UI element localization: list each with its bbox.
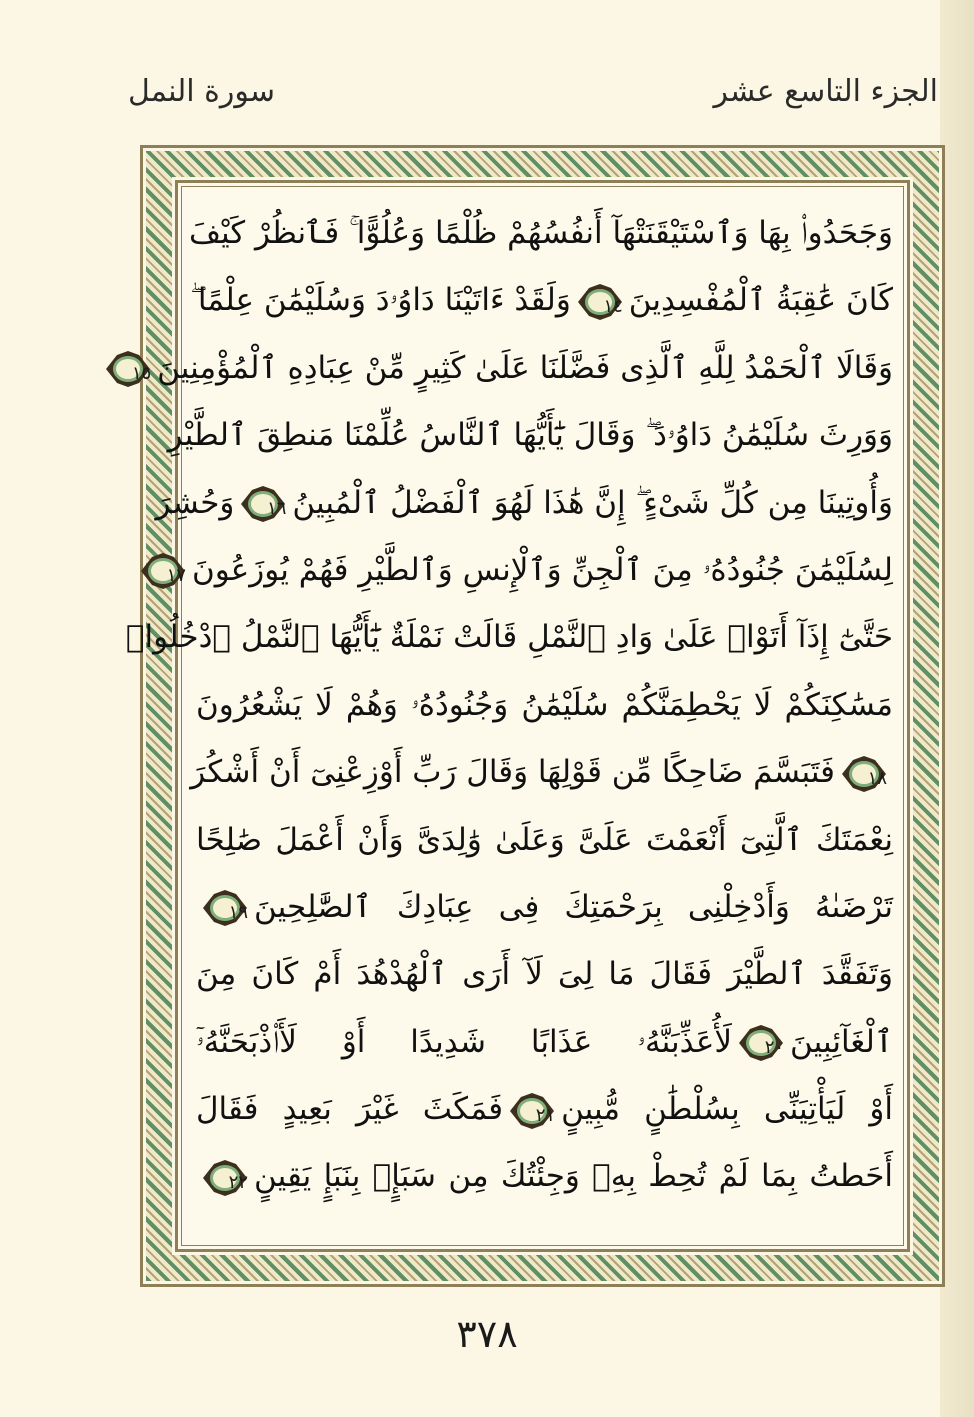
ayah-number: ٢١ (535, 1104, 556, 1126)
ayah-number-marker (202, 889, 248, 927)
ayah-text: وَوَرِثَ سُلَيْمَٰنُ دَاوُۥدَ ۖ وَقَالَ يَٰٓأَيُّهَا ٱلنَّاسُ عُلِّمْنَا مَنطِقَ ٱلطَّيْرِ (167, 417, 893, 454)
page-number: ٣٧٨ (456, 1312, 518, 1356)
ayah-number: ١٤ (603, 295, 623, 317)
text-line (166, 537, 893, 604)
surah-title: سورة النمل (128, 74, 275, 109)
text-line (196, 941, 893, 1008)
ayah-number: ١٧ (166, 565, 186, 587)
ayah-text: كَانَ عَٰقِبَةُ ٱلْمُفْسِدِينَ (628, 282, 893, 319)
ayah-text: وَتَفَقَّدَ ٱلطَّيْرَ فَقَالَ مَا لِىَ لَآ أَرَى ٱلْهُدْهُدَ أَمْ كَانَ مِنَ (196, 956, 893, 993)
ayah-text: وَأُوتِينَا مِن كُلِّ شَىْءٍ ۖ إِنَّ هَٰذَا لَهُوَ ٱلْفَضْلُ ٱلْمُبِينُ (292, 484, 893, 521)
ayah-text: فَمَكَثَ غَيْرَ بَعِيدٍ فَقَالَ (196, 1091, 504, 1128)
ayah-text: أَحَطتُ بِمَا لَمْ تُحِطْ بِهِۦ وَجِئْتُكَ مِن سَبَإٍۭ بِنَبَإٍ يَقِينٍ (254, 1158, 893, 1195)
ayah-text: مَسَٰكِنَكُمْ لَا يَحْطِمَنَّكُمْ سُلَيْمَٰنُ وَجُنُودُهُۥ وَهُمْ لَا يَشْعُرُونَ (196, 686, 893, 723)
text-line (125, 604, 893, 671)
text-line (131, 335, 893, 402)
ayah-text: وَجَحَدُوا۟ بِهَا وَٱسْتَيْقَنَتْهَآ أَنفُسُهُمْ ظُلْمًا وَعُلُوًّا ۚ فَٱنظُرْ كَيْفَ (188, 215, 893, 251)
ayah-text: حَتَّىٰٓ إِذَآ أَتَوْا۟ عَلَىٰ وَادِ ٱلنَّمْلِ قَالَتْ نَمْلَةٌ يَٰٓأَيُّهَا ٱلنَّمْلُ ٱدْخُلُوا۟ (125, 619, 893, 656)
ayah-number-marker (240, 485, 286, 523)
text-line (196, 807, 893, 874)
text-line (190, 267, 893, 334)
ayah-number: ١٨ (867, 767, 887, 789)
ayah-number: ٢٠ (764, 1037, 785, 1059)
page-header (128, 74, 938, 124)
text-line (196, 1143, 893, 1210)
text-line (155, 470, 893, 537)
text-line (167, 402, 893, 469)
ayah-number-marker (738, 1024, 784, 1062)
text-line (196, 874, 893, 941)
quran-text-block (125, 200, 893, 1211)
ayah-number-marker (140, 552, 186, 590)
text-line (188, 200, 893, 267)
page-edge-shadow (940, 0, 974, 1417)
text-line (196, 1076, 893, 1143)
ayah-number-marker (577, 283, 623, 321)
ayah-number: ١٦ (267, 498, 287, 520)
ayah-number: ٢٢ (228, 1171, 248, 1193)
ayah-text: وَحُشِرَ (155, 484, 235, 521)
ayah-text: فَتَبَسَّمَ ضَاحِكًا مِّن قَوْلِهَا وَقَالَ رَبِّ أَوْزِعْنِىٓ أَنْ أَشْكُرَ (190, 754, 835, 791)
ayah-text: وَلَقَدْ ءَاتَيْنَا دَاوُۥدَ وَسُلَيْمَٰنَ عِلْمًا ۖ (190, 282, 571, 319)
juz-title: الجزء التاسع عشر (713, 74, 938, 109)
ayah-number-marker (509, 1092, 555, 1130)
ayah-text: ٱلْغَآئِبِينَ (790, 1023, 893, 1060)
ayah-number-marker (841, 755, 887, 793)
text-line (190, 739, 893, 806)
ayah-number-marker (202, 1159, 248, 1197)
ayah-text: تَرْضَىٰهُ وَأَدْخِلْنِى بِرَحْمَتِكَ فِى عِبَادِكَ ٱلصَّٰلِحِينَ (254, 888, 893, 925)
ayah-text: نِعْمَتَكَ ٱلَّتِىٓ أَنْعَمْتَ عَلَىَّ وَعَلَىٰ وَٰلِدَىَّ وَأَنْ أَعْمَلَ صَٰلِحًا (196, 821, 893, 858)
ayah-text: لَأُعَذِّبَنَّهُۥ عَذَابًا شَدِيدًا أَوْ لَأَا۟ذْبَحَنَّهُۥٓ (196, 1023, 733, 1060)
text-line (196, 672, 893, 739)
ayah-number: ١٥ (131, 363, 152, 385)
ayah-number: ١٩ (228, 902, 248, 924)
text-line (196, 1009, 893, 1076)
ayah-number-marker (105, 350, 151, 388)
ayah-text: وَقَالَا ٱلْحَمْدُ لِلَّهِ ٱلَّذِى فَضَّلَنَا عَلَىٰ كَثِيرٍ مِّنْ عِبَادِهِ ٱلْمُؤْمِنِينَ (157, 349, 893, 386)
ayah-text: لِسُلَيْمَٰنَ جُنُودُهُۥ مِنَ ٱلْجِنِّ وَٱلْإِنسِ وَٱلطَّيْرِ فَهُمْ يُوزَعُونَ (191, 551, 893, 588)
ayah-text: أَوْ لَيَأْتِيَنِّى بِسُلْطَٰنٍ مُّبِينٍ (561, 1091, 893, 1128)
